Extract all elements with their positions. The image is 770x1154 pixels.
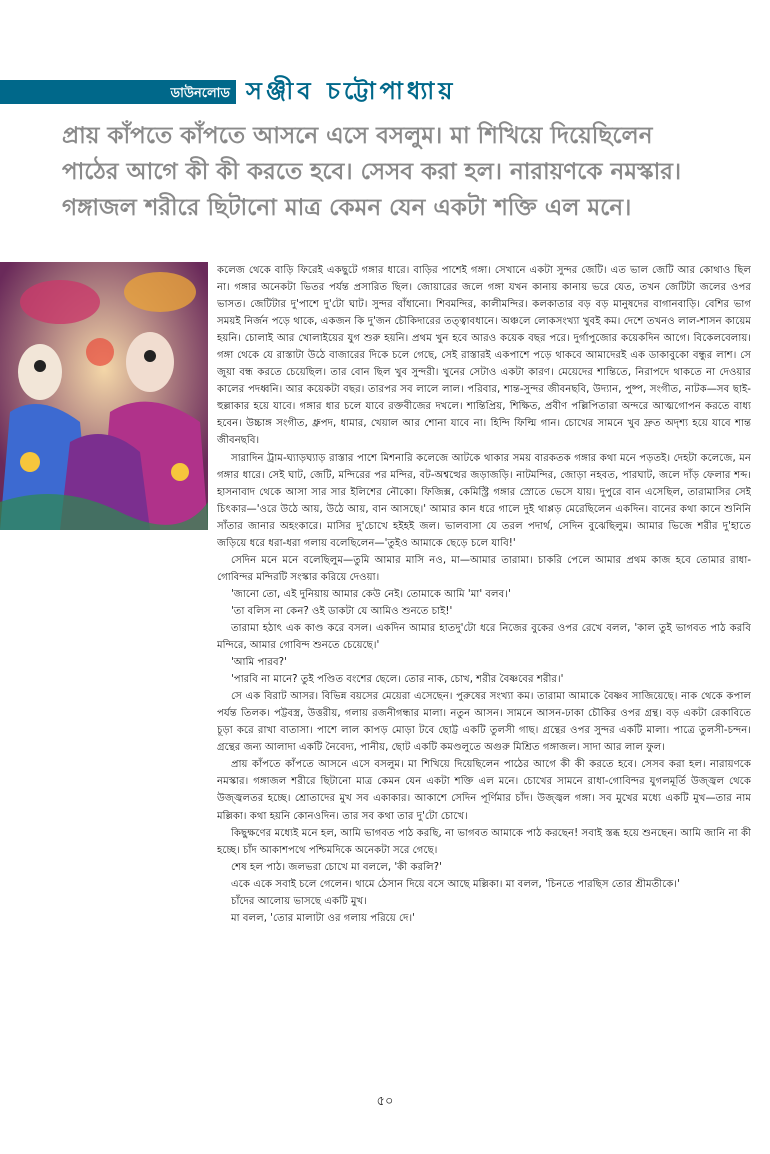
paragraph: 'আমি পারব?' [231, 657, 287, 669]
paragraph: তারামা হঠাৎ এক কাণ্ড করে বসল। একদিন আমার হাতদু'টো ধরে নিজের বুকের ওপর রেখে বলল, 'কাল তুই ভাগবত পাঠ করবি মন্দিরে, আমার গোবিন্দ শুনতে চেয়েছে।' [217, 622, 751, 652]
section-label: ডাউনলোড [170, 86, 230, 101]
paragraph: চাঁদের আলোয় ভাসছে একটি মুখ। [231, 895, 367, 907]
paragraph: সে এক বিরাট আসর। বিভিন্ন বয়সের মেয়েরা এসেছেন। পুরুষের সংখ্যা কম। তারামা আমাকে বৈষ্ণব সাজিয়েছে। নাক থেকে কপাল পর্যন্ত তিলক। পট্টবস্ত্র, উত্তরীয়, গলায় রজনীগন্ধার মালা। নতুন আসন। সামনে আসন-ঢাকা চৌকির ওপর গ্রন্থ। বড় একটা রেকাবিতে চূড়া করে রাখা বাতাসা। পাশে লাল কাপড় মোড়া টবে ছোট্ট একটি তুলসী গাছ। গ্রন্থের ওপর সুন্দর একটি মালা। পাত্রে তুলসী-চন্দন। গ্রন্থের জন্য আলাদা একটি নৈবেদ্য, পানীয়, ছোট একটি কমণ্ডলুতে অগুরু মিশ্রিত গঙ্গাজল। সাদা আর লাল ফুল। [217, 691, 751, 754]
paragraph: 'তা বলিস না কেন? ওই ডাকটা যে আমিও শুনতে চাই!' [231, 605, 453, 617]
page-number: ৫০ [376, 1094, 394, 1109]
paragraph: সারাদিন ট্রাম-ঘ্যাড়ঘ্যাড় রাস্তার পাশে মিশনারি কলেজে আটকে থাকার সময় বারকতক গঙ্গার কথা মনে পড়তই। দেহটা কলেজে, মন গঙ্গার ধারে। সেই ঘাট, জেটি, মন্দিরের পর মন্দির, বট-অশ্বত্থের জড়াজড়ি। নাটমন্দির, জোড়া নহবত, পারঘাট, জলে দাঁড় ফেলার শব্দ। হাসনাবাদ থেকে আসা সার সার ইলিশের নৌকো। ফিজিক্স, কেমিস্ট্রি গঙ্গার স্রোতে ভেসে যায়। দুপুরে বান এসেছিল, তারামাসির সেই চিৎকার—'ওরে উঠে আয়, উঠে আয়, বান আসছে।' আমার কান ধরে গালে দুই থাপ্পড় মেরেছিলেন একদিন। বানের কথা কানে শুনিনি সাঁতার জানার অহংকারে। মাসির দু'চোখে হইহই জল। ভালবাসা যে তরল পদার্থ, সেদিন বুঝেছিলুম। আমার ভিজে শরীর দু'হাতে জড়িয়ে ধরে ধরা-ধরা গলায় বলেছিলেন—'তুইও আমাকে ছেড়ে চলে যাবি!' [217, 452, 751, 549]
paragraph: শেষ হল পাঠ। জলভরা চোখে মা বললে, 'কী করলি?' [231, 861, 442, 873]
pullquote-line: গঙ্গাজল শরীরে ছিটানো মাত্র কেমন যেন একটা শক্তি এল মনে। [62, 195, 632, 221]
paragraph: কলেজ থেকে বাড়ি ফিরেই একছুটে গঙ্গার ধারে। বাড়ির পাশেই গঙ্গা। সেখানে একটা সুন্দর জেটি। এত ভাল জেটি আর কোথাও ছিল না। গঙ্গার অনেকটা ভিতর পর্যন্ত প্রসারিত ছিল। জোয়ারের জলে গঙ্গা যখন কানায় কানায় ভরে যেত, তখন জেটিটা জলের ওপর ভাসত। জেটিটার দু'পাশে দু'টো ঘাট। সুন্দর বাঁধানো। শিবমন্দির, কালীমন্দির। কলকাতার বড় বড় মানুষদের বাগানবাড়ি। বেশির ভাগ সময়ই নির্জন পড়ে থাকে, একজন কি দু'জন চৌকিদারের তত্ত্বাবধানে। অঞ্চলে লোকসংখ্যা খুবই কম। দেশে তখনও লাল-শাসন কায়েম হয়নি। চোলাই আর খোলাইয়ের যুগ শুরু হয়নি। প্রথম খুন হবে আরও কয়েক বছর পরে। দুর্গাপুজোর কয়েকদিন আগে। বিকেলবেলায়। গঙ্গা থেকে যে রাস্তাটা উঠে বাজারের দিকে চলে গেছে, সেই রাস্তারই একপাশে পড়ে থাকবে আমাদেরই এক ডাকাবুকো বন্ধুর লাশ। সে জুয়া বন্ধ করতে চেয়েছিল। তার বোন ছিল খুব সুন্দরী। খুনের সেটাও একটা কারণ। মেয়েদের শান্তিতে, নিরাপদে থাকতে না দেওয়ার কালের পদধ্বনি। আর কয়েকটা বছর। তারপর সব লালে লাল। পরিবার, শান্ত-সুন্দর জীবনছবি, উদ্যান, পুষ্প, সংগীত, নাটক—সব ছাই-হুল্লাকার হয়ে যাবে। গঙ্গার ধার চলে যাবে রক্তবীজের দখলে। শান্তিপ্রিয়, শিক্ষিত, প্রবীণ পল্লিপিতারা অন্দরে আত্মগোপন করতে বাধ্য হবেন। উচ্চাঙ্গ সংগীত, ধ্রুপদ, ধামার, খেয়াল আর শোনা যাবে না। হিন্দি ফিল্মি গান। চোখের সামনে খুব দ্রুত অদৃশ্য হয়ে যাবে শান্ত জীবনছবি। [217, 265, 751, 447]
paragraph: একে একে সবাই চলে গেলেন। থামে ঠেসান দিয়ে বসে আছে মল্লিকা। মা বলল, 'চিনতে পারছিস তোর শ্রীমতীকে।' [231, 878, 680, 890]
paragraph: 'পারবি না মানে? তুই পণ্ডিত বংশের ছেলে। তোর নাক, চোখ, শরীর বৈষ্ণবের শরীর।' [231, 674, 564, 686]
pullquote [62, 118, 702, 226]
paragraph: প্রায় কাঁপতে কাঁপতে আসনে এসে বসলুম। মা শিখিয়ে দিয়েছিলেন পাঠের আগে কী কী করতে হবে। সেসব করা হল। নারায়ণকে নমস্কার। গঙ্গাজল শরীরে ছিটানো মাত্র কেমন যেন একটা শক্তি এল মনে। চোখের সামনে রাধা-গোবিন্দর যুগলমূর্তি উজ্জ্বল থেকে উজ্জ্বলতর হচ্ছে। শ্রোতাদের মুখ সব একাকার। আকাশে সেদিন পূর্ণিমার চাঁদ। উজ্জ্বল গঙ্গা। সব মুখের মধ্যে একটি মুখ—তার নাম মল্লিকা। কথা হয়নি কোনওদিন। তার সব কথা তার দু'টো চোখে। [217, 759, 751, 822]
paragraph: মা বলল, 'তোর মালাটা ওর গলায় পরিয়ে দে।' [231, 912, 415, 924]
paragraph: সেদিন মনে মনে বলেছিলুম—তুমি আমার মাসি নও, মা—আমার তারামা। চাকরি পেলে আমার প্রথম কাজ হবে তোমার রাধা-গোবিন্দর মন্দিরটি সংস্কার করিয়ে দেওয়া। [217, 554, 751, 583]
author-name: সঞ্জীব চট্টোপাধ্যায় [246, 77, 457, 105]
pullquote-line: প্রায় কাঁপতে কাঁপতে আসনে এসে বসলুম। মা শিখিয়ে দিয়েছিলেন [62, 123, 653, 149]
radha-krishna-painting-image [0, 262, 208, 530]
paragraph: 'জানো তো, এই দুনিয়ায় আমার কেউ নেই। তোমাকে আমি 'মা' বলব।' [231, 588, 511, 600]
paragraph: কিছুক্ষণের মধ্যেই মনে হল, আমি ভাগবত পাঠ করছি, না ভাগবত আমাকে পাঠ করছেন! সবাই স্তব্ধ হয়ে শুনছেন। আমি জানি না কী হচ্ছে। চাঁদ আকাশপথে পশ্চিমদিকে অনেকটা সরে গেছে। [217, 827, 751, 856]
painting-illustration [0, 262, 208, 530]
pullquote-line: পাঠের আগে কী কী করতে হবে। সেসব করা হল। নারায়ণকে নমস্কার। [62, 159, 682, 185]
section-bar [0, 80, 236, 104]
article-body [217, 262, 751, 1082]
